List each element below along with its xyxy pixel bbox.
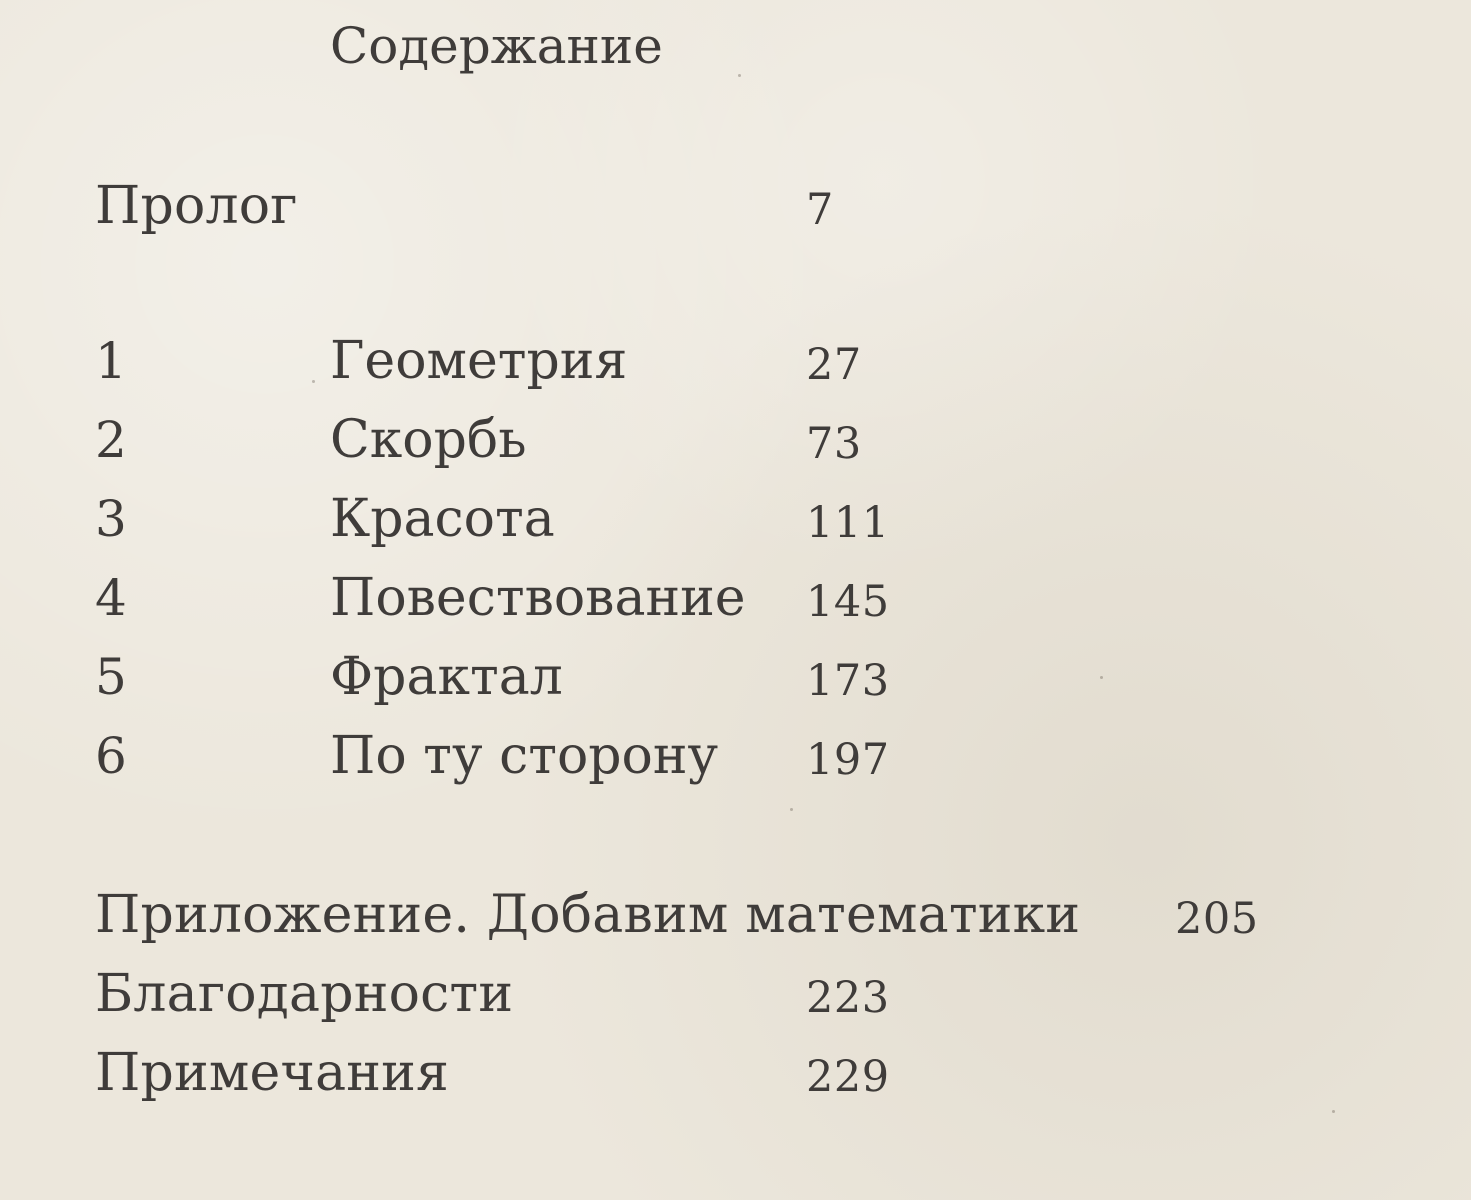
toc-entry-page: 223 bbox=[806, 973, 890, 1023]
chapter-title: Красота bbox=[330, 489, 555, 549]
chapter-page: 145 bbox=[806, 577, 890, 627]
toc-entry-label: Пролог bbox=[95, 176, 298, 236]
toc-entry-page: 229 bbox=[806, 1052, 890, 1102]
chapter-number: 3 bbox=[95, 490, 127, 548]
toc-entry-label: Примечания bbox=[95, 1043, 450, 1103]
chapter-title: Повествование bbox=[330, 568, 746, 628]
chapter-title: Скорбь bbox=[330, 410, 527, 470]
chapter-page: 197 bbox=[806, 735, 890, 785]
chapter-page: 27 bbox=[806, 340, 862, 390]
chapter-number: 6 bbox=[95, 727, 127, 785]
chapter-number: 2 bbox=[95, 411, 127, 469]
chapter-number: 5 bbox=[95, 648, 127, 706]
chapter-title: По ту сторону bbox=[330, 726, 719, 786]
paper-speck bbox=[312, 380, 315, 383]
chapter-page: 73 bbox=[806, 419, 862, 469]
chapter-number: 4 bbox=[95, 569, 127, 627]
paper-speck bbox=[1332, 1110, 1335, 1113]
toc-entry-page: 205 bbox=[1175, 894, 1259, 944]
page-title: Содержание bbox=[330, 17, 663, 75]
paper-speck bbox=[1100, 676, 1103, 679]
chapter-title: Фрактал bbox=[330, 647, 563, 707]
chapter-page: 173 bbox=[806, 656, 890, 706]
toc-entry-page: 7 bbox=[806, 185, 834, 235]
chapter-title: Геометрия bbox=[330, 331, 628, 391]
toc-entry-label: Приложение. Добавим математики bbox=[95, 885, 1081, 945]
toc-entry-label: Благодарности bbox=[95, 964, 514, 1024]
paper-speck bbox=[738, 74, 741, 77]
chapter-number: 1 bbox=[95, 332, 127, 390]
chapter-page: 111 bbox=[806, 498, 890, 548]
paper-speck bbox=[790, 808, 793, 811]
